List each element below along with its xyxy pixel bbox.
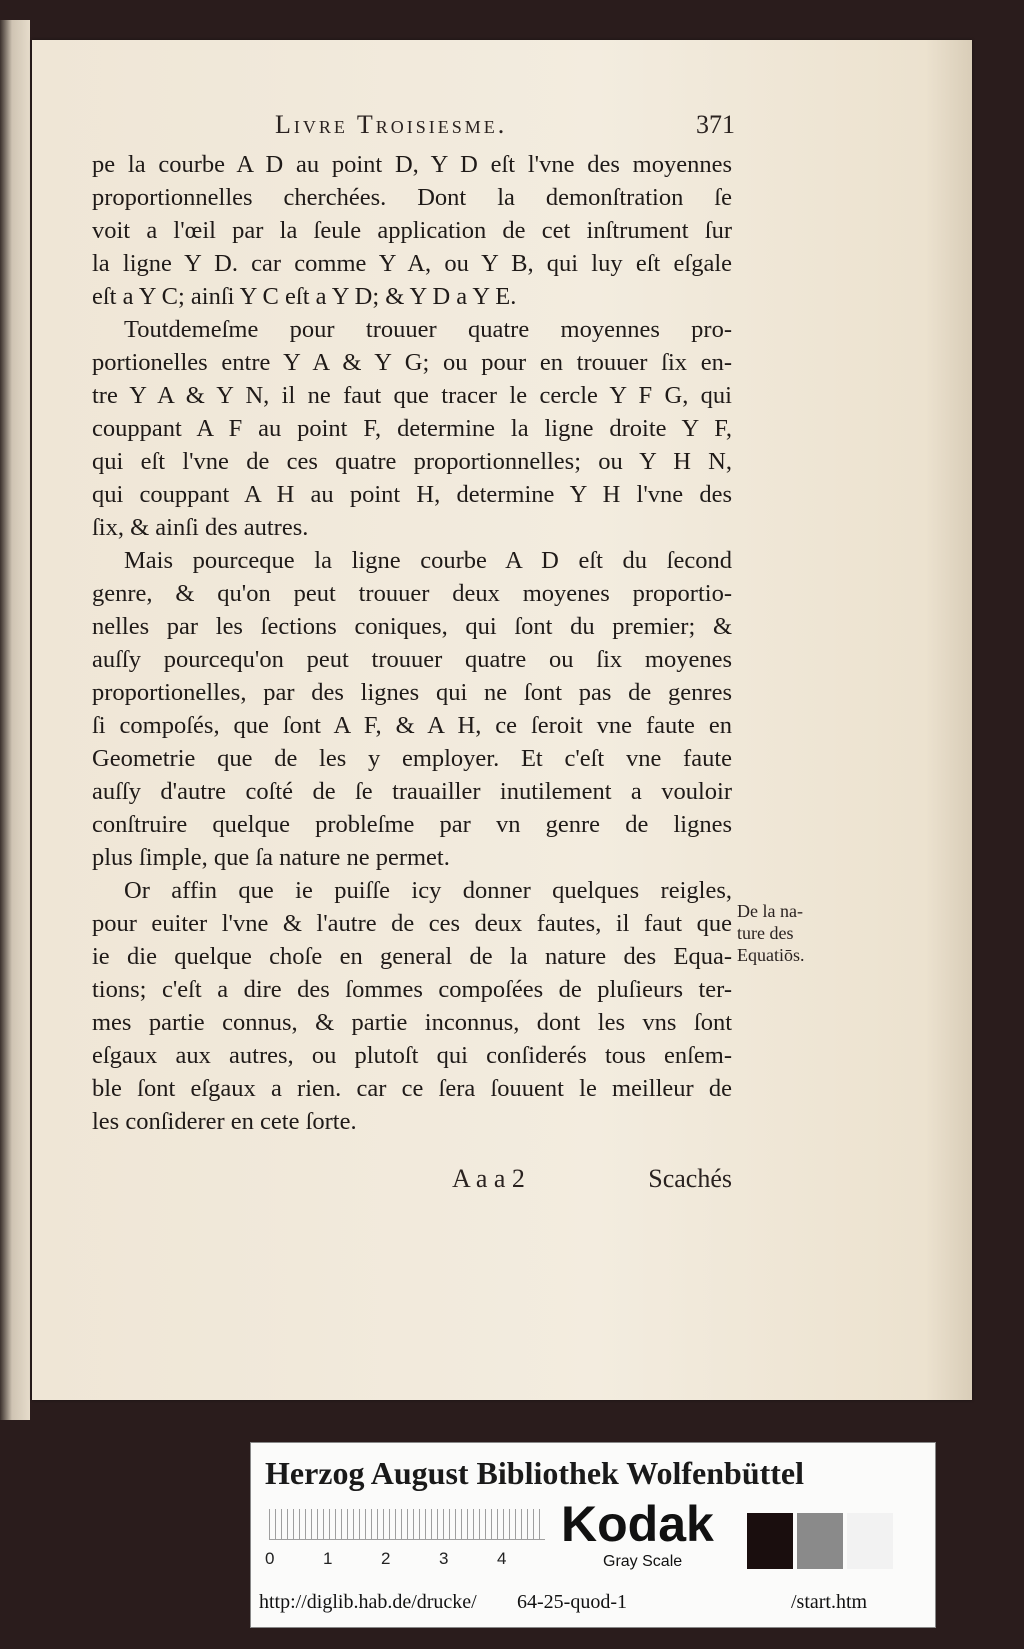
text-line: ble ſont eſgaux a rien. car ce ſera ſouuent le meilleur de — [92, 1075, 732, 1102]
margin-note-line: De la na- — [737, 901, 803, 921]
text-line: Geometrie que de les y employer. Et c'eſt vne faute — [92, 745, 732, 772]
text-line: ie die quelque choſe en general de la nature des Equa- — [92, 943, 732, 970]
text-line: tre Y A & Y N, il ne faut que tracer le cercle Y F G, qui — [92, 382, 732, 409]
ruler-label: 2 — [381, 1549, 391, 1568]
text-line: qui eſt l'vne de ces quatre proportionnelles; ou Y H N, — [92, 448, 732, 475]
ruler-label: 0 — [265, 1549, 275, 1568]
text-line: pe la courbe A D au point D, Y D eſt l'vne des moyennes — [92, 151, 732, 178]
measurement-ruler — [269, 1509, 545, 1540]
text-line: eſt a Y C; ainſi Y C eſt a Y D; & Y D a Y E. — [92, 283, 517, 310]
margin-note — [737, 900, 827, 966]
library-title: Herzog August Bibliothek Wolfenbüttel — [265, 1455, 805, 1491]
text-line: qui couppant A H au point H, determine Y H l'vne des — [92, 481, 732, 508]
gray-swatches — [747, 1513, 897, 1569]
text-line: les conſiderer en cete ſorte. — [92, 1108, 357, 1135]
gray-swatch — [747, 1513, 793, 1569]
page-number: 371 — [696, 110, 735, 139]
text-line: nelles par les ſections coniques, qui ſont du premier; & — [92, 613, 732, 640]
url-suffix: /start.htm — [791, 1591, 868, 1613]
text-line: portionelles entre Y A & Y G; ou pour en trouuer ſix en- — [92, 349, 732, 376]
text-line: ſi compoſés, que ſont A F, & A H, ce ſeroit vne faute en — [92, 712, 732, 739]
text-line: eſgaux aux autres, ou plutoſt qui conſiderés tous enſem- — [92, 1042, 732, 1069]
text-line: Mais pourceque la ligne courbe A D eſt du ſecond — [124, 547, 732, 574]
text-line: proportionelles, par des lignes qui ne ſont pas de genres — [92, 679, 732, 706]
library-color-card — [250, 1442, 936, 1628]
margin-note-line: ture des — [737, 923, 794, 943]
text-line: auſſy d'autre coſté de ſe trauailler inutilement a vouloir — [92, 778, 732, 805]
catchword: Scachés — [648, 1164, 732, 1193]
text-line: tions; c'eſt a dire des ſommes compoſées de pluſieurs ter- — [92, 976, 732, 1003]
page-footer — [92, 1164, 732, 1198]
text-line: auſſy pourcequ'on peut trouuer quatre ou ſix moyenes — [92, 646, 732, 673]
ruler-label: 3 — [439, 1549, 449, 1568]
gray-scale-caption: Gray Scale — [603, 1553, 683, 1570]
text-line: proportionnelles cherchées. Dont la demonſtration ſe — [92, 184, 732, 211]
text-line: Toutdemeſme pour trouuer quatre moyennes pro- — [124, 316, 732, 343]
text-line: mes partie connus, & partie inconnus, dont les vns ſont — [92, 1009, 732, 1036]
text-line: plus ſimple, que ſa nature ne permet. — [92, 844, 450, 871]
gray-swatch — [797, 1513, 843, 1569]
text-line: voit a l'œil par la ſeule application de cet inſtrument ſur — [92, 217, 732, 244]
running-head: Livre Troisiesme. — [275, 110, 508, 139]
ruler-label: 1 — [323, 1549, 333, 1568]
text-line: couppant A F au point F, determine la ligne droite Y F, — [92, 415, 732, 442]
text-line: la ligne Y D. car comme Y A, ou Y B, qui luy eſt eſgale — [92, 250, 732, 277]
text-line: Or affin que ie puiſſe icy donner quelques reigles, — [124, 877, 732, 904]
ruler-label: 4 — [497, 1549, 507, 1568]
page-header — [275, 110, 735, 146]
text-line: conſtruire quelque probleſme par vn genre de lignes — [92, 811, 732, 838]
kodak-logo: Kodak — [561, 1496, 714, 1552]
margin-note-line: Equatiōs. — [737, 945, 805, 965]
body-text — [92, 148, 732, 1138]
url-id: 64-25-quod-1 — [517, 1591, 627, 1613]
text-line: pour euiter l'vne & l'autre de ces deux fautes, il faut que — [92, 910, 732, 937]
gray-swatch — [847, 1513, 893, 1569]
adjacent-page-edge — [0, 20, 30, 1420]
signature-mark: A a a 2 — [452, 1164, 525, 1193]
text-line: genre, & qu'on peut trouuer deux moyenes proportio- — [92, 580, 732, 607]
url-prefix: http://diglib.hab.de/drucke/ — [259, 1591, 477, 1613]
text-line: ſix, & ainſi des autres. — [92, 514, 309, 541]
